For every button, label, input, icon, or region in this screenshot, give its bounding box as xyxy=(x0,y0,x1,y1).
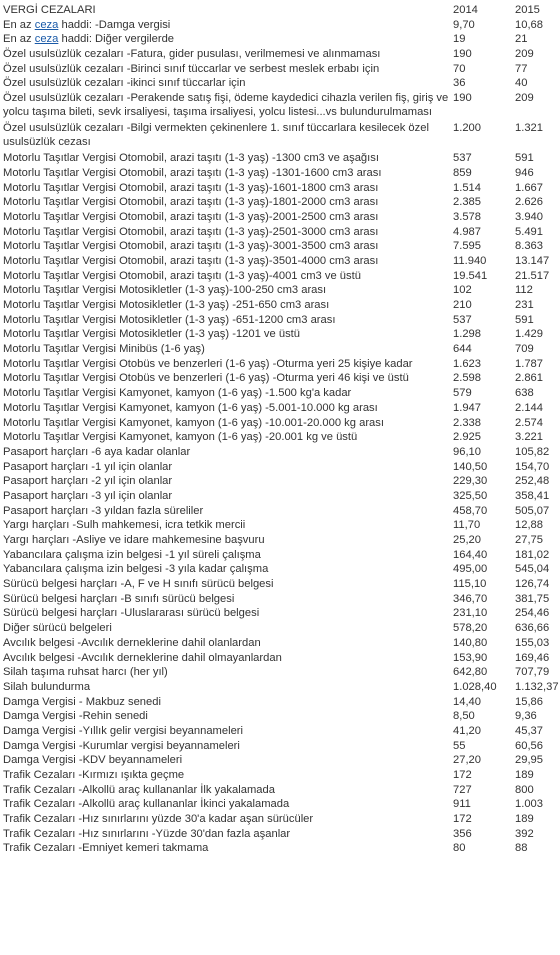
table-row xyxy=(0,695,560,710)
penalty-description xyxy=(0,606,451,621)
table-row xyxy=(0,797,560,812)
value-2014: 11.940 xyxy=(453,254,487,267)
value-2014: 172 xyxy=(453,769,472,781)
table-row xyxy=(0,195,560,210)
description-text: Motorlu Taşıtlar Vergisi Otomobil, arazi taşıtı (1-3 yaş)-1601-1800 cm3 arası xyxy=(3,181,379,194)
value-2015: 2.626 xyxy=(515,196,543,209)
penalty-description xyxy=(0,401,451,416)
description-text: Özel usulsüzlük cezaları -Birinci sınıf tüccarlar ve serbest meslek erbabı için xyxy=(3,62,380,75)
penalty-description xyxy=(0,416,451,431)
description-text: Pasaport harçları -1 yıl için olanlar xyxy=(3,460,173,473)
table-row xyxy=(0,430,560,445)
description-text: Sürücü belgesi harçları -Uluslararası sürücü belgesi xyxy=(3,607,260,620)
value-2014: 578,20 xyxy=(453,622,488,635)
value-2015: 505,07 xyxy=(515,504,550,517)
value-2015: 10,68 xyxy=(515,18,543,31)
table-row xyxy=(0,445,560,460)
value-2014: 537 xyxy=(453,313,472,326)
description-text: Motorlu Taşıtlar Vergisi Kamyonet, kamyon (1-6 yaş) -10.001-20.000 kg arası xyxy=(3,416,384,429)
description-text: Motorlu Taşıtlar Vergisi Otomobil, arazi taşıtı (1-3 yaş)-4001 cm3 ve üstü xyxy=(3,269,361,282)
table-row xyxy=(0,841,560,856)
penalty-description xyxy=(0,313,451,328)
description-text: Motorlu Taşıtlar Vergisi Motosikletler (1-3 yaş)-100-250 cm3 arası xyxy=(3,284,327,297)
table-row xyxy=(0,151,560,166)
description-text: Damga Vergisi -KDV beyannameleri xyxy=(3,754,183,767)
penalty-description xyxy=(0,665,451,680)
table-row xyxy=(0,753,560,768)
value-2015: 638 xyxy=(515,387,534,400)
penalty-description xyxy=(0,121,451,151)
penalty-description xyxy=(0,695,451,710)
value-2014: 642,80 xyxy=(453,666,488,679)
value-2015: 1.429 xyxy=(515,328,543,341)
value-2014: 190 xyxy=(453,48,472,61)
value-2015: 800 xyxy=(515,783,534,796)
penalty-description xyxy=(0,797,451,812)
penalty-description xyxy=(0,254,451,269)
description-text: Damga Vergisi -Yıllık gelir vergisi beyannameleri xyxy=(3,724,244,737)
penalty-description xyxy=(0,474,451,489)
value-2015: 3.940 xyxy=(515,210,543,223)
table-title: VERGİ CEZALARI xyxy=(3,4,96,16)
value-2015: 209 xyxy=(515,92,534,105)
penalty-description xyxy=(0,621,451,636)
value-2014: 356 xyxy=(453,827,472,840)
table-row xyxy=(0,239,560,254)
value-2015: 209 xyxy=(515,48,534,61)
penalty-description xyxy=(0,239,451,254)
description-text: Motorlu Taşıtlar Vergisi Otomobil, arazi taşıtı (1-3 yaş)-2501-3000 cm3 arası xyxy=(3,225,379,238)
table-row xyxy=(0,327,560,342)
penalty-description xyxy=(0,62,451,77)
value-2015: 8.363 xyxy=(515,240,543,253)
description-text: Avcılık belgesi -Avcılık derneklerine dahil olmayanlardan xyxy=(3,651,282,664)
penalty-description xyxy=(0,489,451,504)
value-2015: 1.003 xyxy=(515,798,543,811)
penalty-description xyxy=(0,210,451,225)
value-2014: 727 xyxy=(453,783,472,796)
value-2014: 7.595 xyxy=(453,240,481,253)
table-row xyxy=(0,562,560,577)
value-2015: 21 xyxy=(515,33,528,46)
value-2015: 1.321 xyxy=(515,122,543,135)
value-2015: 946 xyxy=(515,166,534,179)
value-2015: 29,95 xyxy=(515,754,543,767)
value-2015: 12,88 xyxy=(515,519,543,532)
value-2014: 1.028,40 xyxy=(453,680,497,693)
value-2014: 115,10 xyxy=(453,578,487,591)
table-row xyxy=(0,32,560,47)
value-2014: 3.578 xyxy=(453,210,481,223)
description-text: Diğer sürücü belgeleri xyxy=(3,622,112,635)
penalty-description xyxy=(0,812,451,827)
table-row xyxy=(0,283,560,298)
value-2014: 70 xyxy=(453,62,466,75)
value-2014: 41,20 xyxy=(453,724,481,737)
value-2015: 709 xyxy=(515,343,534,356)
table-row xyxy=(0,121,560,151)
description-text: Motorlu Taşıtlar Vergisi Kamyonet, kamyon (1-6 yaş) -20.001 kg ve üstü xyxy=(3,431,358,444)
value-2014: 102 xyxy=(453,284,472,297)
table-row xyxy=(0,91,560,121)
penalty-description xyxy=(0,181,451,196)
table-row xyxy=(0,783,560,798)
value-2015: 112 xyxy=(515,284,533,297)
description-text: Yargı harçları -Sulh mahkemesi, icra tetkik mercii xyxy=(3,519,246,532)
value-2014: 140,80 xyxy=(453,636,488,649)
value-2015: 1.132,37 xyxy=(515,680,559,693)
description-text: Motorlu Taşıtlar Vergisi Motosikletler (1-3 yaş) -1201 ve üstü xyxy=(3,328,301,341)
table-row xyxy=(0,592,560,607)
table-row xyxy=(0,181,560,196)
value-2014: 4.987 xyxy=(453,225,481,238)
description-text: Damga Vergisi - Makbuz senedi xyxy=(3,695,161,708)
description-text: Motorlu Taşıtlar Vergisi Otomobil, arazi taşıtı (1-3 yaş)-1801-2000 cm3 arası xyxy=(3,196,379,209)
table-row xyxy=(0,680,560,695)
keyword-link[interactable]: ceza xyxy=(34,18,59,31)
penalty-description xyxy=(0,47,451,62)
value-2015: 77 xyxy=(515,62,528,75)
value-2015: 40 xyxy=(515,77,528,90)
description-text: Motorlu Taşıtlar Vergisi Motosikletler (1-3 yaş) -651-1200 cm3 arası xyxy=(3,313,336,326)
value-2015: 5.491 xyxy=(515,225,543,238)
description-text: Motorlu Taşıtlar Vergisi Minibüs (1-6 yaş) xyxy=(3,343,205,356)
description-text: Trafik Cezaları -Kırmızı ışıkta geçme xyxy=(3,769,185,781)
table-row xyxy=(0,371,560,386)
keyword-link[interactable]: ceza xyxy=(34,33,59,46)
description-text: Silah bulundurma xyxy=(3,680,91,693)
description-text: Motorlu Taşıtlar Vergisi Kamyonet, kamyon (1-6 yaş) -1.500 kg'a kadar xyxy=(3,387,352,400)
description-text: Trafik Cezaları -Alkollü araç kullananlar İkinci yakalamada xyxy=(3,798,290,811)
value-2014: 859 xyxy=(453,166,472,179)
value-2014: 1.623 xyxy=(453,357,481,370)
penalty-description xyxy=(0,709,451,724)
value-2015: 2.144 xyxy=(515,401,543,414)
value-2014: 96,10 xyxy=(453,445,481,458)
penalty-description xyxy=(0,841,451,856)
penalty-description xyxy=(0,724,451,739)
description-text: Motorlu Taşıtlar Vergisi Motosikletler (1-3 yaş) -251-650 cm3 arası xyxy=(3,299,330,311)
column-header-2014: 2014 xyxy=(453,4,478,16)
penalty-description xyxy=(0,298,451,313)
value-2014: 458,70 xyxy=(453,504,488,517)
description-text: Motorlu Taşıtlar Vergisi Otomobil, arazi taşıtı (1-3 yaş)-3001-3500 cm3 arası xyxy=(3,240,379,253)
value-2015: 254,46 xyxy=(515,607,550,620)
table-row xyxy=(0,62,560,77)
description-text: Damga Vergisi -Kurumlar vergisi beyannameleri xyxy=(3,739,240,752)
description-text: Motorlu Taşıtlar Vergisi Otomobil, arazi taşıtı (1-3 yaş) -1301-1600 cm3 arası xyxy=(3,166,382,179)
penalty-description xyxy=(0,592,451,607)
table-row xyxy=(0,577,560,592)
value-2015: 636,66 xyxy=(515,622,550,635)
penalty-description xyxy=(0,753,451,768)
description-text: En az xyxy=(3,18,35,31)
penalty-description xyxy=(0,518,451,533)
penalty-description xyxy=(0,783,451,798)
description-text: Özel usulsüzlük cezaları -Fatura, gider pusulası, verilmemesi ve alınmaması xyxy=(3,48,381,61)
value-2014: 579 xyxy=(453,387,472,400)
penalty-description xyxy=(0,445,451,460)
value-2015: 189 xyxy=(515,813,534,826)
value-2015: 252,48 xyxy=(515,475,550,488)
description-text: Trafik Cezaları -Alkollü araç kullananlar İlk yakalamada xyxy=(3,783,275,796)
penalty-description xyxy=(0,225,451,240)
value-2014: 153,90 xyxy=(453,651,488,664)
table-row xyxy=(0,518,560,533)
description-text: Sürücü belgesi harçları -B sınıfı sürücü belgesi xyxy=(3,592,235,605)
value-2014: 9,70 xyxy=(453,18,475,31)
description-text: Damga Vergisi -Rehin senedi xyxy=(3,710,148,723)
description-text: Trafik Cezaları -Emniyet kemeri takmama xyxy=(3,842,209,855)
penalty-description xyxy=(0,18,451,33)
value-2014: 55 xyxy=(453,739,466,752)
penalty-description xyxy=(0,680,451,695)
table-row xyxy=(0,210,560,225)
penalty-description xyxy=(0,577,451,592)
value-2015: 381,75 xyxy=(515,592,550,605)
value-2015: 181,02 xyxy=(515,548,550,561)
value-2015: 45,37 xyxy=(515,724,543,737)
table-row xyxy=(0,636,560,651)
description-text: Motorlu Taşıtlar Vergisi Kamyonet, kamyon (1-6 yaş) -5.001-10.000 kg arası xyxy=(3,401,378,414)
table-row xyxy=(0,489,560,504)
value-2014: 172 xyxy=(453,813,472,826)
value-2014: 2.338 xyxy=(453,416,481,429)
table-row xyxy=(0,342,560,357)
table-row xyxy=(0,76,560,91)
table-row xyxy=(0,504,560,519)
table-row xyxy=(0,225,560,240)
value-2015: 88 xyxy=(515,842,528,855)
value-2014: 8,50 xyxy=(453,710,475,723)
table-row xyxy=(0,739,560,754)
penalty-description xyxy=(0,357,451,372)
description-text: Pasaport harçları -6 aya kadar olanlar xyxy=(3,445,191,458)
table-row xyxy=(0,812,560,827)
value-2014: 1.514 xyxy=(453,181,481,194)
description-text: Sürücü belgesi harçları -A, F ve H sınıfı sürücü belgesi xyxy=(3,578,274,591)
value-2014: 1.947 xyxy=(453,401,481,414)
description-text: Özel usulsüzlük cezaları -Perakende satış fişi, ödeme kaydedici cihazla verilen fiş, giriş ve yolcu taşıma bileti, sevk irsaliyesi, taşıma irsaliyesi, yolcu listesi...vs bulundurulmaması xyxy=(3,92,449,119)
value-2014: 2.385 xyxy=(453,196,481,209)
value-2015: 358,41 xyxy=(515,489,550,502)
value-2015: 126,74 xyxy=(515,578,550,591)
description-text-tail: haddi: Diğer vergilerde xyxy=(58,33,175,46)
value-2014: 80 xyxy=(453,842,466,855)
description-text: Pasaport harçları -3 yıldan fazla süreliler xyxy=(3,504,204,517)
value-2014: 495,00 xyxy=(453,563,488,576)
penalty-description xyxy=(0,827,451,842)
description-text: Avcılık belgesi -Avcılık derneklerine dahil olanlardan xyxy=(3,636,261,649)
value-2014: 2.925 xyxy=(453,431,481,444)
value-2014: 14,40 xyxy=(453,695,481,708)
value-2014: 537 xyxy=(453,152,472,165)
description-text: Motorlu Taşıtlar Vergisi Otobüs ve benzerleri (1-6 yaş) -Oturma yeri 25 kişiye kadar xyxy=(3,357,413,370)
table-row xyxy=(0,18,560,33)
column-header-2015: 2015 xyxy=(515,4,540,16)
penalty-description xyxy=(0,76,451,91)
description-text: Yabancılara çalışma izin belgesi -1 yıl süreli çalışma xyxy=(3,548,261,561)
penalty-description xyxy=(0,32,451,47)
value-2015: 1.667 xyxy=(515,181,543,194)
value-2014: 911 xyxy=(453,798,471,811)
value-2015: 1.787 xyxy=(515,357,543,370)
penalty-description xyxy=(0,283,451,298)
description-text: Pasaport harçları -3 yıl için olanlar xyxy=(3,489,173,502)
description-text: Yargı harçları -Asliye ve idare mahkemesine başvuru xyxy=(3,534,265,546)
table-row xyxy=(0,606,560,621)
table-row xyxy=(0,621,560,636)
description-text: Özel usulsüzlük cezaları -ikinci sınıf tüccarlar için xyxy=(3,77,246,90)
penalty-description xyxy=(0,371,451,386)
description-text: Yabancılara çalışma izin belgesi -3 yıla kadar çalışma xyxy=(3,563,269,576)
value-2014: 164,40 xyxy=(453,548,488,561)
value-2014: 346,70 xyxy=(453,592,488,605)
value-2014: 210 xyxy=(453,299,472,311)
value-2014: 140,50 xyxy=(453,460,488,473)
table-row xyxy=(0,724,560,739)
table-row xyxy=(0,665,560,680)
value-2015: 231 xyxy=(515,299,534,311)
value-2015: 60,56 xyxy=(515,739,543,752)
value-2015: 2.861 xyxy=(515,372,543,385)
table-row xyxy=(0,401,560,416)
value-2015: 3.221 xyxy=(515,431,543,444)
value-2015: 105,82 xyxy=(515,445,550,458)
value-2014: 644 xyxy=(453,343,472,356)
penalty-description xyxy=(0,548,451,563)
value-2015: 27,75 xyxy=(515,534,543,546)
value-2014: 27,20 xyxy=(453,754,481,767)
table-row xyxy=(0,313,560,328)
description-text: Trafik Cezaları -Hız sınırlarını yüzde 30'a kadar aşan sürücüler xyxy=(3,813,314,826)
value-2015: 21.517 xyxy=(515,269,550,282)
table-row xyxy=(0,357,560,372)
table-row xyxy=(0,386,560,401)
penalty-description xyxy=(0,636,451,651)
penalty-description xyxy=(0,386,451,401)
value-2014: 2.598 xyxy=(453,372,481,385)
table-row xyxy=(0,416,560,431)
table-row xyxy=(0,460,560,475)
penalty-description xyxy=(0,533,451,548)
description-text: En az xyxy=(3,33,35,46)
penalty-description xyxy=(0,739,451,754)
table-row xyxy=(0,768,560,783)
value-2014: 19.541 xyxy=(453,269,488,282)
table-row xyxy=(0,474,560,489)
description-text: Pasaport harçları -2 yıl için olanlar xyxy=(3,475,173,488)
penalty-description xyxy=(0,327,451,342)
description-text: Silah taşıma ruhsat harcı (her yıl) xyxy=(3,666,168,679)
value-2015: 591 xyxy=(515,152,534,165)
value-2014: 325,50 xyxy=(453,489,488,502)
table-row xyxy=(0,254,560,269)
value-2015: 189 xyxy=(515,769,534,781)
value-2015: 545,04 xyxy=(515,563,550,576)
description-text: Trafik Cezaları -Hız sınırlarını -Yüzde 30'dan fazla aşanlar xyxy=(3,827,291,840)
value-2015: 2.574 xyxy=(515,416,543,429)
penalty-description xyxy=(0,430,451,445)
description-text-tail: haddi: -Damga vergisi xyxy=(58,18,171,31)
description-text: Motorlu Taşıtlar Vergisi Otomobil, arazi taşıtı (1-3 yaş) -1300 cm3 ve aşağısı xyxy=(3,152,379,165)
value-2015: 9,36 xyxy=(515,710,537,723)
penalty-description xyxy=(0,151,451,166)
value-2014: 1.200 xyxy=(453,122,481,135)
table-header-row xyxy=(0,0,560,18)
penalty-description xyxy=(0,195,451,210)
table-row xyxy=(0,548,560,563)
table-row xyxy=(0,651,560,666)
penalty-description xyxy=(0,91,451,121)
table-row xyxy=(0,298,560,313)
penalty-description xyxy=(0,460,451,475)
description-text: Motorlu Taşıtlar Vergisi Otobüs ve benzerleri (1-6 yaş) -Oturma yeri 46 kişi ve üstü xyxy=(3,372,409,385)
description-text: Motorlu Taşıtlar Vergisi Otomobil, arazi taşıtı (1-3 yaş)-3501-4000 cm3 arası xyxy=(3,254,379,267)
value-2014: 11,70 xyxy=(453,519,481,532)
table-row xyxy=(0,533,560,548)
table-row xyxy=(0,709,560,724)
value-2015: 15,86 xyxy=(515,695,543,708)
value-2015: 707,79 xyxy=(515,666,550,679)
penalty-description xyxy=(0,562,451,577)
penalty-description xyxy=(0,342,451,357)
value-2015: 591 xyxy=(515,313,534,326)
value-2014: 190 xyxy=(453,92,472,105)
value-2015: 13.147 xyxy=(515,254,550,267)
value-2014: 19 xyxy=(453,33,466,46)
penalty-description xyxy=(0,269,451,284)
value-2015: 169,46 xyxy=(515,651,550,664)
value-2015: 155,03 xyxy=(515,636,550,649)
value-2015: 392 xyxy=(515,827,534,840)
table-row xyxy=(0,269,560,284)
penalty-description xyxy=(0,504,451,519)
value-2014: 1.298 xyxy=(453,328,481,341)
penalty-description xyxy=(0,166,451,181)
table-row xyxy=(0,47,560,62)
table-row xyxy=(0,166,560,181)
value-2014: 36 xyxy=(453,77,466,90)
penalty-description xyxy=(0,768,451,783)
value-2014: 25,20 xyxy=(453,534,481,546)
table-row xyxy=(0,827,560,842)
penalty-description xyxy=(0,651,451,666)
description-text: Motorlu Taşıtlar Vergisi Otomobil, arazi taşıtı (1-3 yaş)-2001-2500 cm3 arası xyxy=(3,210,379,223)
value-2014: 229,30 xyxy=(453,475,488,488)
description-text: Özel usulsüzlük cezaları -Bilgi vermekten çekinenlere 1. sınıf tüccarlara kesilecek özel usulsüzlük cezası xyxy=(3,122,429,149)
value-2014: 231,10 xyxy=(453,607,488,620)
value-2015: 154,70 xyxy=(515,460,550,473)
